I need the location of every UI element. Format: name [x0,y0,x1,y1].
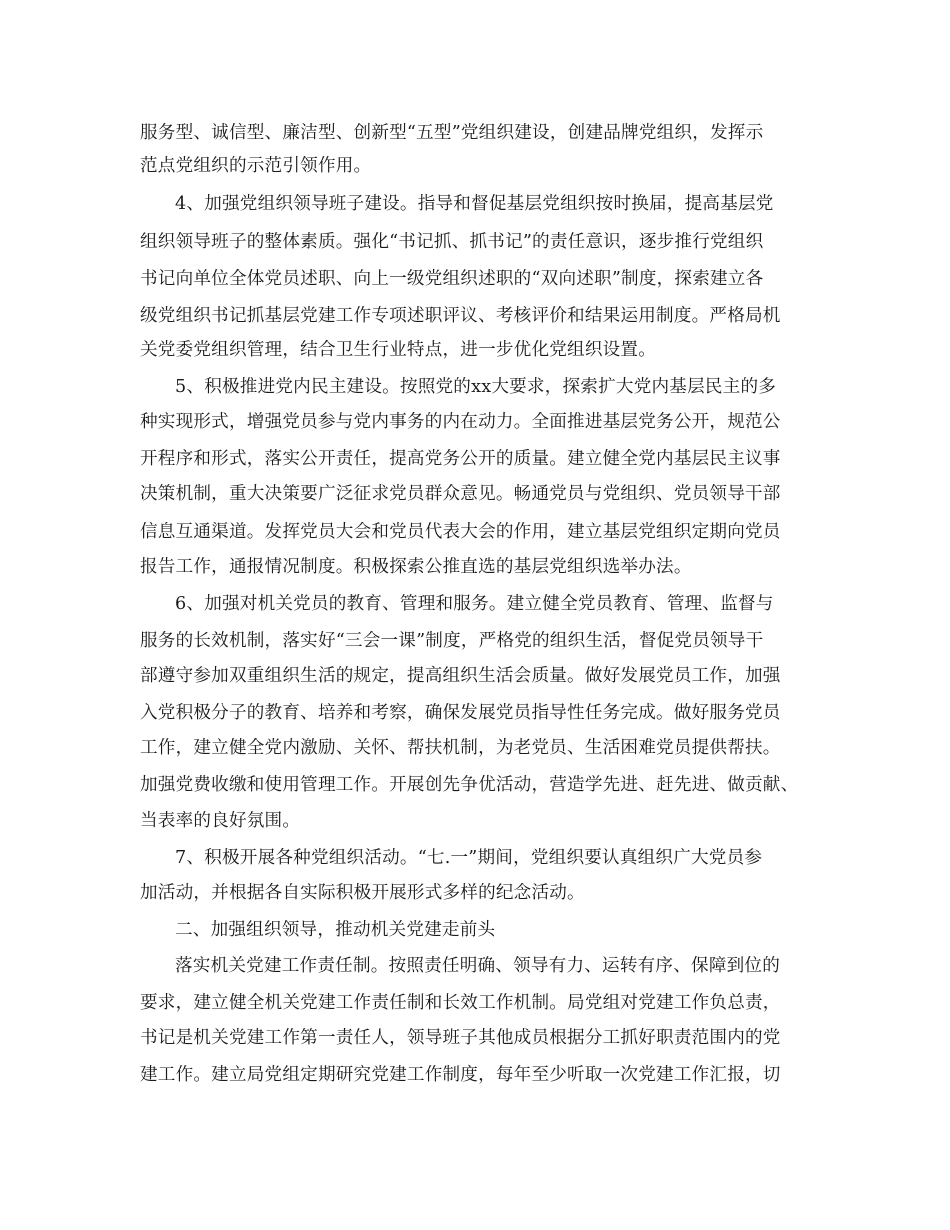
text-line: 开程序和形式，落实公开责任，提高党务公开的质量。建立健全党内基层民主议事 [140,449,781,469]
text-line: 7、积极开展各种党组织活动。“七.一”期间，党组织要认真组织广大党员参 [175,848,763,868]
text-line: 5、积极推进党内民主建设。按照党的xx大要求，探索扩大党内基层民主的多 [175,377,777,397]
text-line: 范点党组织的示范引领作用。 [140,156,372,176]
text-line: 级党组织书记抓基层党建工作专项述职评议、考核评价和结果运用制度。严格局机 [140,306,781,326]
text-line: 服务的长效机制，落实好“三会一课”制度，严格党的组织生活，督促党员领导干 [140,631,764,651]
text-line: 决策机制，重大决策要广泛征求党员群众意见。畅通党员与党组织、党员领导干部 [140,484,781,504]
section-heading: 二、加强组织领导，推动机关党建走前头 [175,920,496,940]
text-line: 入党积极分子的教育、培养和考察，确保发展党员指导性任务完成。做好服务党员 [140,703,781,723]
text-line: 报告工作，通报情况制度。积极探索公推直选的基层党组织选举办法。 [140,557,692,577]
text-line: 6、加强对机关党员的教育、管理和服务。建立健全党员教育、管理、监督与 [175,594,774,614]
text-line: 当表率的良好氛围。 [140,811,301,831]
text-line: 组织领导班子的整体素质。强化“书记抓、抓书记”的责任意识，逐步推行党组织 [140,232,764,252]
text-line: 落实机关党建工作责任制。按照责任明确、领导有力、运转有序、保障到位的 [175,956,780,976]
text-line: 加强党费收缴和使用管理工作。开展创先争优活动，营造学先进、赶先进、做贡献、 [140,775,799,795]
text-line: 关党委党组织管理，结合卫生行业特点，进一步优化党组织设置。 [140,340,657,360]
text-line: 书记向单位全体党员述职、向上一级党组织述职的“双向述职”制度，探索建立各 [140,269,764,289]
text-line: 部遵守参加双重组织生活的规定，提高组织生活会质量。做好发展党员工作，加强 [140,666,781,686]
text-line: 书记是机关党建工作第一责任人，领导班子其他成员根据分工抓好职责范围内的党 [140,1028,781,1048]
text-line: 工作，建立健全党内激励、关怀、帮扶机制，为老党员、生活困难党员提供帮扶。 [140,738,781,758]
text-line: 信息互通渠道。发挥党员大会和党员代表大会的作用，建立基层党组织定期向党员 [140,522,781,542]
text-line: 服务型、诚信型、廉洁型、创新型“五型”党组织建设，创建品牌党组织，发挥示 [140,123,764,143]
text-line: 加活动，并根据各自实际积极开展形式多样的纪念活动。 [140,883,585,903]
text-line: 建工作。建立局党组定期研究党建工作制度，每年至少听取一次党建工作汇报，切 [140,1065,781,1085]
text-line: 种实现形式，增强党员参与党内事务的内在动力。全面推进基层党务公开，规范公 [140,412,781,432]
text-line: 4、加强党组织领导班子建设。指导和督促基层党组织按时换届，提高基层党 [175,194,774,214]
text-line: 要求，建立健全机关党建工作责任制和长效工作机制。局党组对党建工作负总责， [140,993,781,1013]
